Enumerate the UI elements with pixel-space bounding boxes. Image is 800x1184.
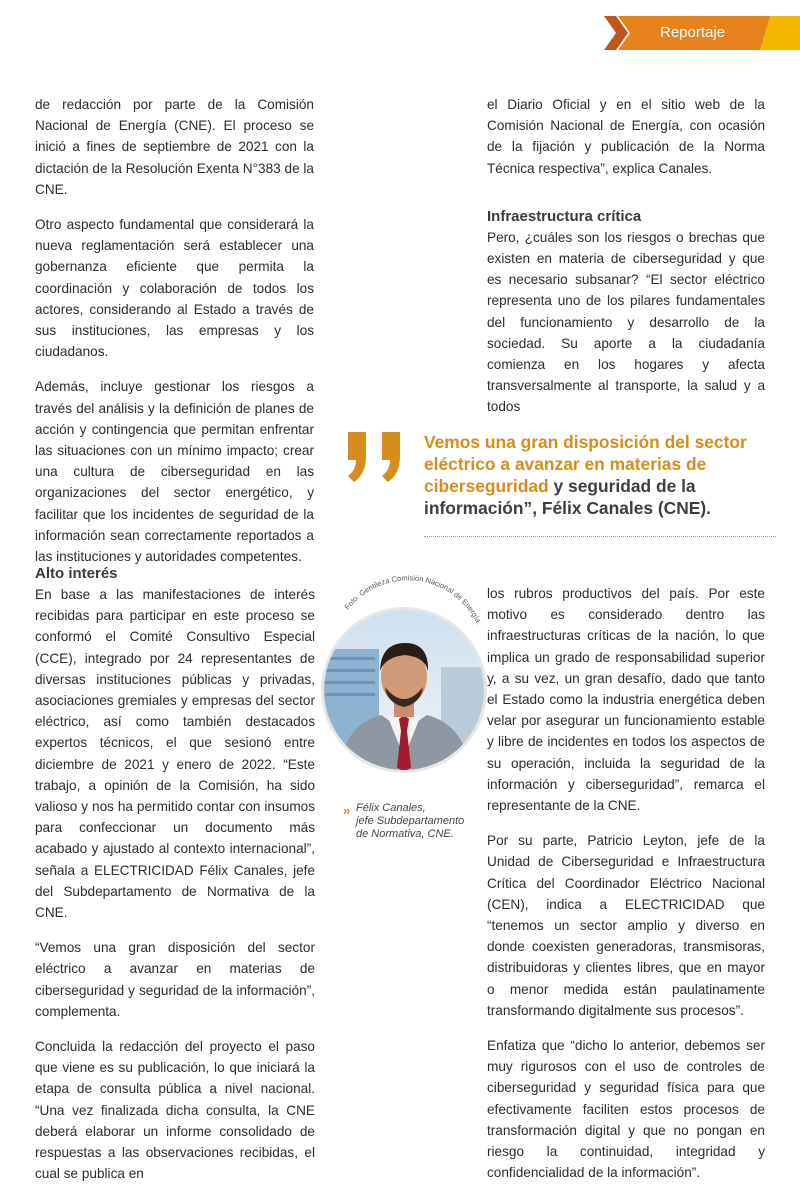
paragraph: Enfatiza que “dicho lo anterior, debemos ser muy rigurosos con el uso de controles de ciberseguridad y seguridad física para que efectivamente faciliten estos procesos de transformación digital y que no pongan en riesgo la continuidad, integridad y confidencialidad de la información”. [487,1038,765,1181]
right-column-top [487,94,765,418]
section-heading: Infraestructura crítica [487,207,642,225]
paragraph: de redacción por parte de la Comisión Nacional de Energía (CNE). El proceso se inició a fines de septiembre de 2021 con la dictación de la Resolución Exenta N°383 de la CNE. [35,97,314,197]
paragraph: En base a las manifestaciones de interés recibidas para participar en este proceso se conformó el Comité Consultivo Especial (CCE), integrado por 24 representantes de diversas instituciones públicas y privadas, asociaciones gremiales y empresas del sector eléctrico, así como también destacados expertos técnicos, el que sesionó entre diciembre de 2021 y enero de 2022. “Este trabajo, a opinión de la Comisión, ha sido valioso y nos ha permitido contar con insumos para confeccionar un documento más acabado y ajustado al contexto internacional”, señala a ELECTRICIDAD Félix Canales, jefe del Subdepartamento de Normativa de la CNE. [35,587,315,921]
paragraph: “Vemos una gran disposición del sector eléctrico a avanzar en materias de ciberseguridad y seguridad de la información”, complementa. [35,940,315,1019]
pull-quote-highlight: Vemos una gran disposición del sector eléctrico a avanzar en materias de ciberseguridad [424,432,747,496]
paragraph: el Diario Oficial y en el sitio web de la Comisión Nacional de Energía, con ocasión de la fijación y publicación de la Norma Técnica respectiva”, explica Canales. [487,97,765,176]
divider [424,536,776,537]
portrait-photo [321,607,487,773]
quote-mark-icon [344,432,408,489]
pull-quote [424,431,774,519]
caption-marker: » [343,803,351,818]
paragraph: Concluida la redacción del proyecto el paso que viene es su publicación, lo que iniciará la etapa de consulta pública a nivel nacional. “Una vez finalizada dicha consulta, la CNE deberá elaborar un informe consolidado de respuestas a las observaciones recibidas, el cual se publica en [35,1039,315,1182]
section-heading: Alto interés [35,565,118,582]
paragraph: los rubros productivos del país. Por este motivo es considerado dentro las infraestructuras críticas de la nación, lo que implica un grado de responsabilidad superior y, a su vez, un gran desafío, dado que tanto el Estado como la industria energética deben velar por asegurar un funcionamiento estable y libre de incidentes en todos los aspectos de su operación, incluida la seguridad de la información y ciberseguridad”, remarca el representante de la CNE. [487,586,765,814]
photo-caption [356,802,496,841]
paragraph: Además, incluye gestionar los riesgos a través del análisis y la definición de planes de acción y contingencia que permitan enfrentar las situaciones con un mínimo impacto; crear una cultura de ciberseguridad en las organizaciones del sector energético, y facilitar que los incidentes de seguridad de la información sean correctamente reportados a las instituciones y autoridades competentes. [35,379,314,565]
caption-line: jefe Subdepartamento [356,815,465,827]
paragraph: Otro aspecto fundamental que considerará la nueva reglamentación será establecer una gobernanza eficiente que permita la coordinación y colaboración de todos los actores, considerando al Estado a través de sus instituciones, las empresas y los ciudadanos. [35,217,314,360]
caption-line: Félix Canales, [356,802,426,814]
left-column-top [35,94,314,567]
section-label: Reportaje [660,24,726,41]
section-banner [600,16,800,50]
paragraph: Pero, ¿cuáles son los riesgos o brechas que existen en materia de ciberseguridad y que es necesario subsanar? “El sector eléctrico representa uno de los pilares fundamentales del funcionamiento y desarrollo de la sociedad. Su aporte a la ciudadanía comienza en los hogares y afecta transversalmente al transporte, la salud y a todos [487,229,765,415]
photo-credit-text: Foto: Gentileza Comisión Nacional de Energía. [342,574,484,627]
paragraph: Por su parte, Patricio Leyton, jefe de la Unidad de Ciberseguridad e Infraestructura Crítica del Coordinador Eléctrico Nacional (CEN), indica a ELECTRICIDAD que “tenemos un sector amplio y diverso en donde coexisten generadoras, transmisoras, distribuidoras y clientes libres, que en mayor o menor medida están paulatinamente transformando digitalmente sus procesos”. [487,833,765,1018]
caption-line: de Normativa, CNE. [356,828,454,840]
left-column-bottom [35,564,315,1184]
right-column-bottom [487,583,765,1183]
pull-quote-rest: y seguridad de la información”, Félix Canales (CNE). [424,476,712,518]
